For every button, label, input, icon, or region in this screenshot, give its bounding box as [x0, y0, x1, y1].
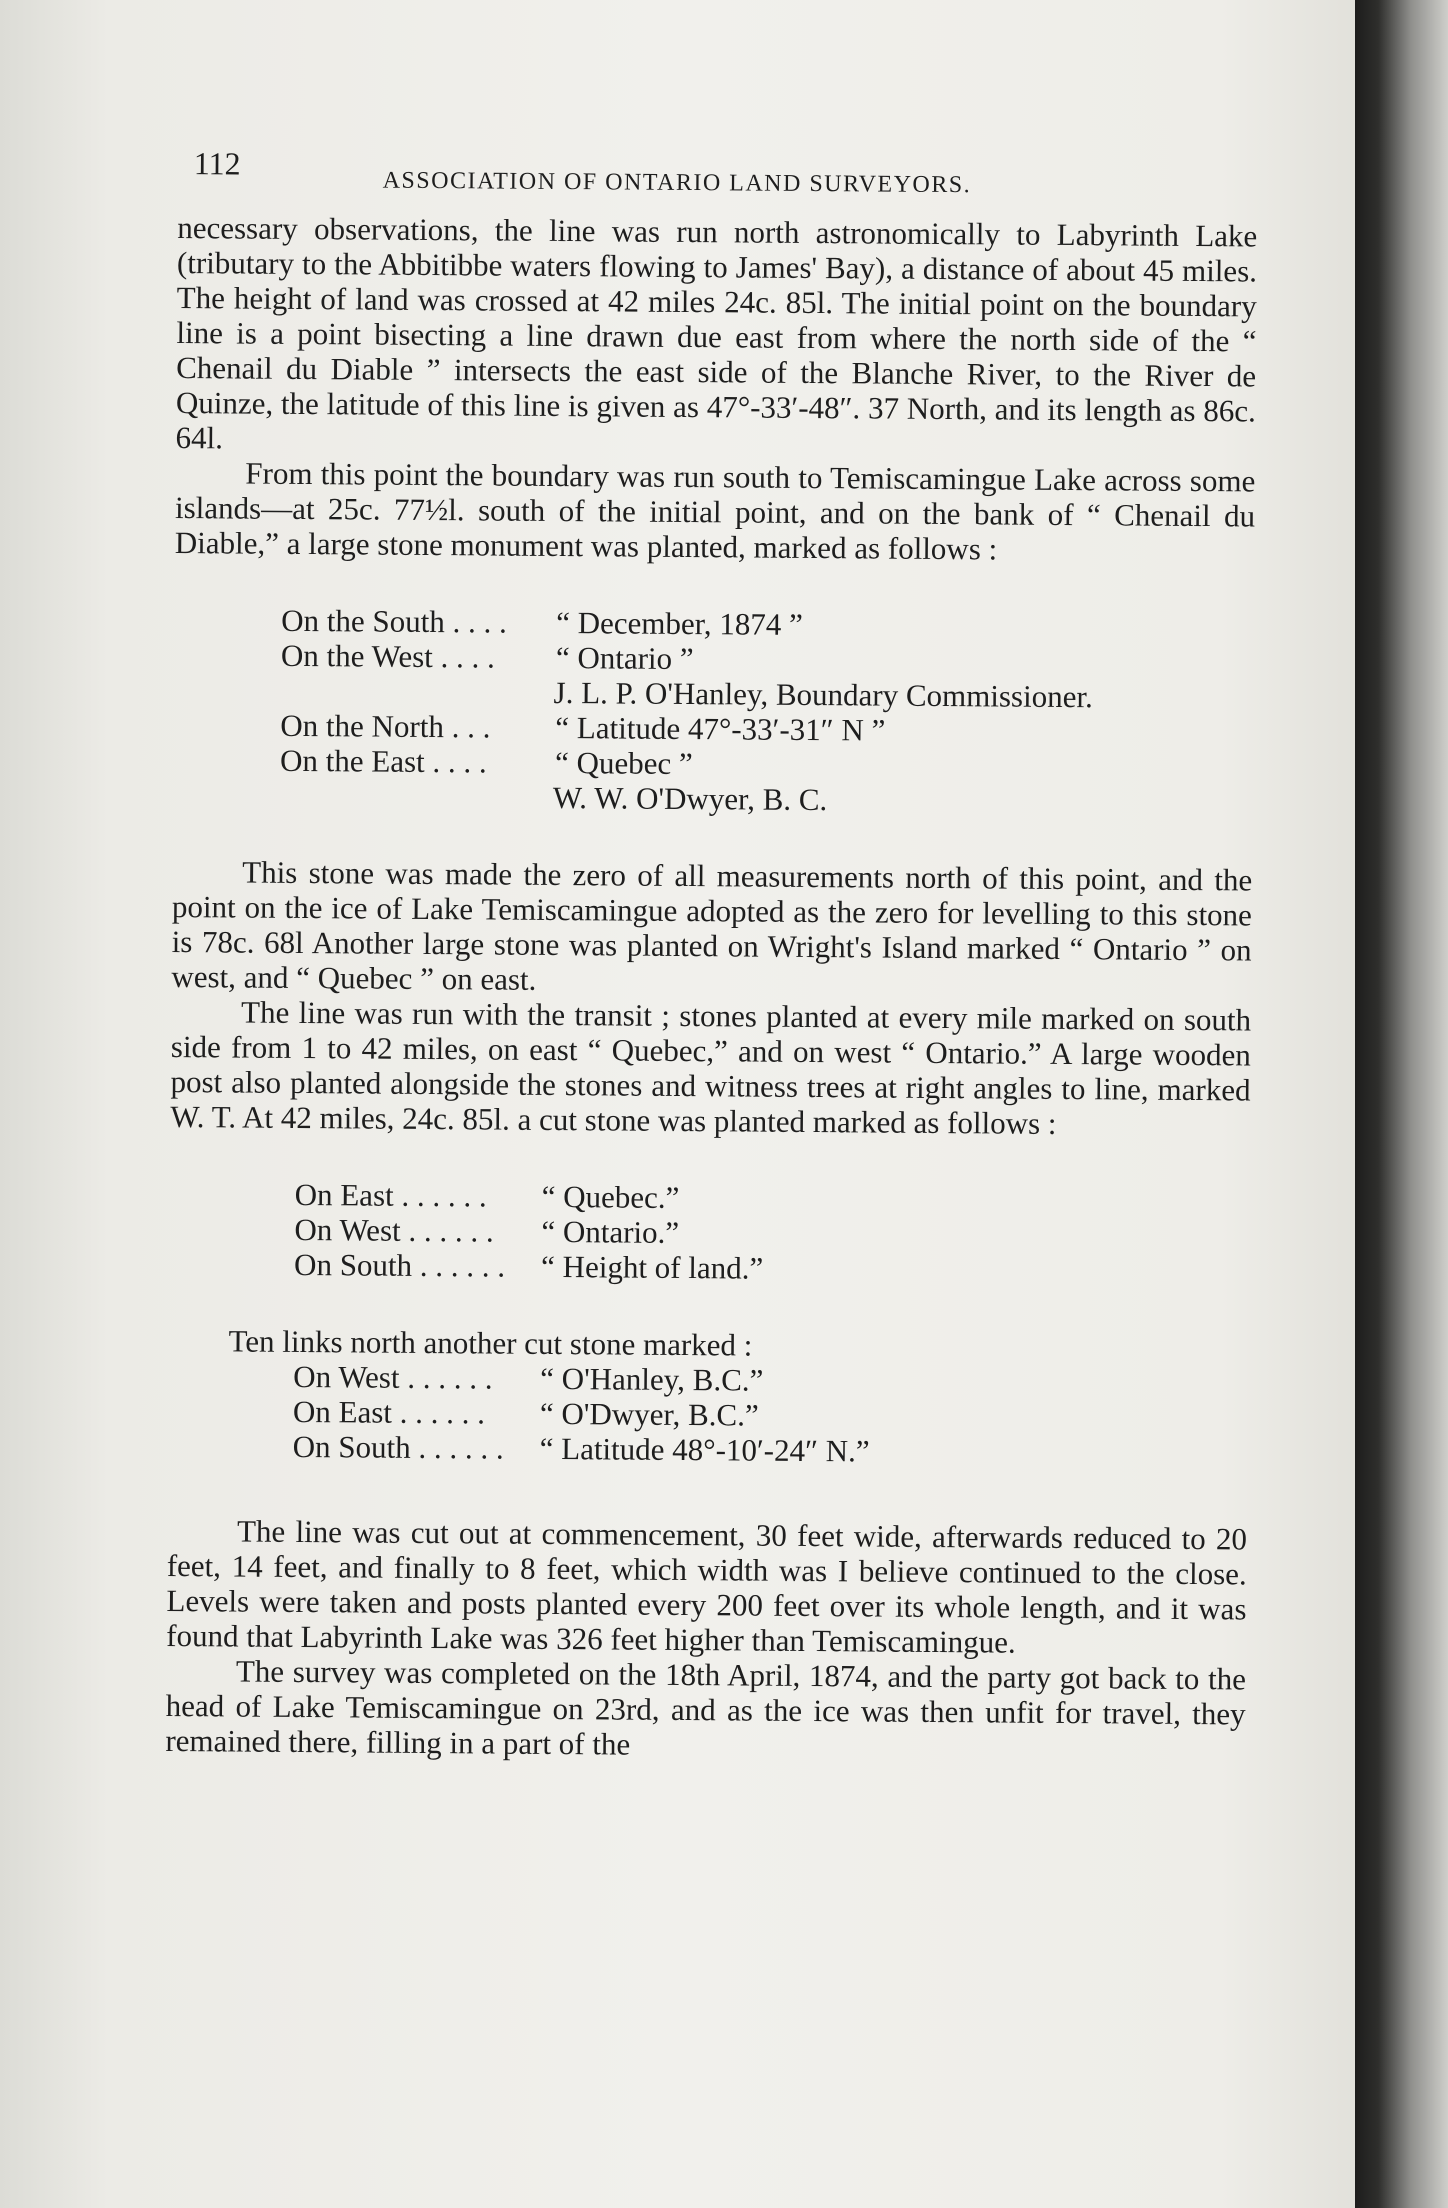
paragraph-7: The survey was completed on the 18th April, 1874, and the party got back to the head of Lake Temiscamingue on 23rd, and as the ice was then unfit for travel, they remained there, filling in a part of the — [165, 1653, 1247, 1762]
inscription-text: “ Latitude 47°-33′-31″ N ” — [555, 709, 886, 748]
inscription-side: On South . . . . . . — [292, 1428, 504, 1466]
paragraph-1: necessary observations, the line was run north astronomically to Labyrinth Lake (tributary to the Abbitibbe waters flowing to James' Bay), a distance of about 45 miles. The height of land was crossed at 42 miles 24c. 85l. The initial point on the boundary line is a point bisecting a line drawn due east from where the north side of the “ Chenail du Diable ” intersects the east side of the Blanche River, to the River de Quinze, the latitude of this line is given as 47°-33′-48″. 37 North, and its length as 86c. 64l. — [175, 209, 1258, 456]
inscription-side: On the East . . . . — [279, 742, 487, 780]
page-number: 112 — [193, 145, 241, 182]
inscription-text: “ Quebec.” — [541, 1178, 680, 1215]
monument-inscription-1 — [173, 602, 1255, 820]
inscription-text: “ Quebec ” — [554, 744, 693, 782]
monument-inscription-3 — [168, 1358, 1249, 1471]
inscription-text: “ Height of land.” — [540, 1248, 764, 1286]
inscription-side: On West . . . . . . — [294, 1211, 494, 1249]
paragraph-3: This stone was made the zero of all measurements north of this point, and the point on the ice of Lake Temiscamingue adopted as the zero for levelling to this stone is 78c. 68l Another large stone was planted on Wright's Island marked “ Ontario ” on west, and “ Quebec ” on east. — [171, 854, 1253, 997]
inscription-side: On East . . . . . . — [292, 1393, 486, 1431]
paragraph-5: Ten links north another cut stone marked : — [228, 1323, 753, 1363]
paragraph-2: From this point the boundary was run south to Temiscamingue Lake across some islands—at 25c. 77½l. south of the initial point, and on the bank of “ Chenail du Diable,” a large stone monument was planted, marked as follows : — [174, 455, 1256, 567]
inscription-side: On East . . . . . . — [294, 1176, 487, 1214]
inscription-side: On South . . . . . . — [294, 1246, 506, 1284]
inscription-text: “ O'Dwyer, B.C.” — [539, 1395, 759, 1433]
monument-inscription-2 — [169, 1176, 1250, 1289]
paragraph-6: The line was cut out at commencement, 30 feet wide, afterwards reduced to 20 feet, 14 feet, and finally to 8 feet, which width was I believe continued to the close. Levels were taken and posts planted every 200 feet over its whole length, and it was found that Labyrinth Lake was 326 feet higher than Temiscamingue. — [166, 1513, 1248, 1660]
inscription-text: “ Latitude 48°-10′-24″ N.” — [539, 1430, 870, 1469]
paragraph-4: The line was run with the transit ; stones planted at every mile marked on south side from 1 to 42 miles, on east “ Quebec,” and on west “ Ontario.” A large wooden post also planted alongside the stones and witness trees at right angles to line, marked W. T. At 42 miles, 24c. 85l. a cut stone was planted marked as follows : — [170, 994, 1252, 1141]
inscription-side: On the South . . . . — [281, 602, 507, 640]
inscription-side: On West . . . . . . — [293, 1358, 493, 1396]
inscription-text: “ December, 1874 ” — [556, 604, 803, 642]
running-head: ASSOCIATION OF ONTARIO LAND SURVEYORS. — [382, 167, 972, 199]
page-header — [178, 136, 1258, 199]
scan-binding-edge — [1355, 0, 1448, 2208]
inscription-side: On the North . . . — [280, 707, 491, 745]
signatory: W. W. O'Dwyer, B. C. — [552, 779, 828, 818]
inscription-text: “ Ontario.” — [541, 1213, 680, 1250]
page-text-block — [165, 136, 1258, 1766]
inscription-text: “ Ontario ” — [555, 639, 694, 677]
signatory: J. L. P. O'Hanley, Boundary Commissioner. — [553, 674, 1093, 715]
inscription-text: “ O'Hanley, B.C.” — [540, 1360, 764, 1398]
inscription-side: On the West . . . . — [280, 637, 495, 675]
